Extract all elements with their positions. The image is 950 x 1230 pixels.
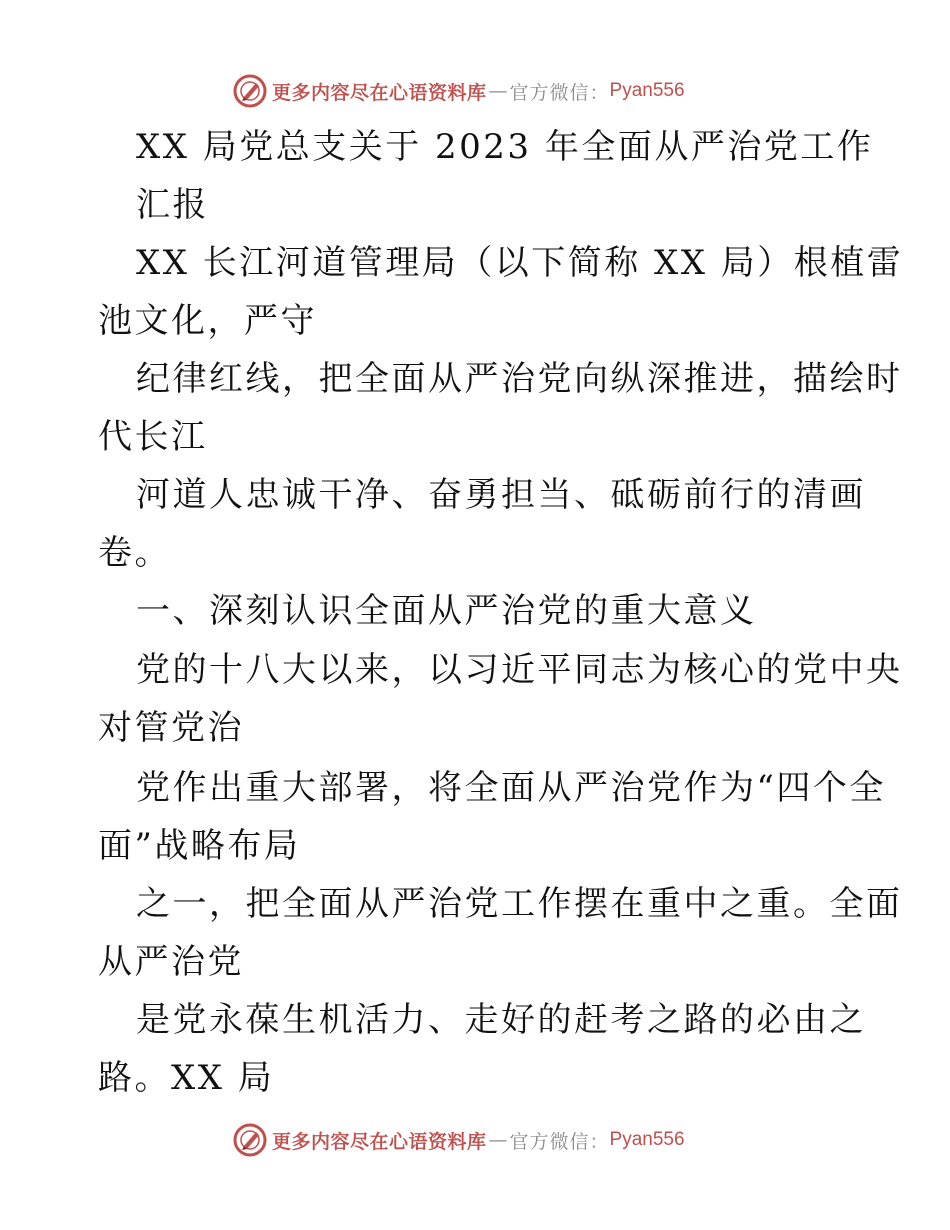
paragraph-line: 卷。 (98, 533, 171, 573)
pen-nib-logo-icon (232, 1122, 268, 1158)
banner-wechat-id: Pyan556 (609, 1129, 685, 1150)
banner-wechat-label: 官方微信： (509, 81, 610, 104)
banner-wechat-label: 官方微信： (509, 1130, 610, 1153)
banner-separator: — (488, 1129, 508, 1151)
paragraph-line: 之一，把全面从严治党工作摆在重中之重。全面 (136, 884, 903, 924)
paragraph-line: 从严治党 (98, 942, 244, 982)
paragraph-line: 路。XX 局 (98, 1058, 275, 1098)
document-title-line-2: 汇报 (136, 185, 209, 225)
pen-nib-logo-icon (232, 73, 268, 109)
banner-brand-text: 更多内容尽在心语资料库 (272, 1130, 487, 1153)
header-banner (232, 71, 685, 111)
paragraph-line: 河道人忠诚干净、奋勇担当、砥砺前行的清画 (136, 475, 866, 515)
paragraph-line: 党作出重大部署，将全面从严治党作为“四个全 (136, 768, 886, 808)
paragraph-line: 是党永葆生机活力、走好的赶考之路的必由之 (136, 1000, 866, 1040)
paragraph-line: 池文化，严守 (98, 301, 317, 341)
section-heading: 一、深刻认识全面从严治党的重大意义 (136, 591, 757, 631)
banner-separator: — (488, 80, 508, 102)
paragraph-line: XX 长江河道管理局（以下简称 XX 局）根植雷 (136, 243, 904, 283)
paragraph-line: 对管党治 (98, 708, 244, 748)
paragraph-line: 代长江 (98, 417, 208, 457)
banner-brand-text: 更多内容尽在心语资料库 (272, 81, 487, 104)
paragraph-line: 党的十八大以来，以习近平同志为核心的党中央 (136, 650, 903, 690)
footer-banner (232, 1120, 685, 1160)
banner-wechat-id: Pyan556 (609, 80, 685, 101)
paragraph-line: 纪律红线，把全面从严治党向纵深推进，描绘时 (136, 359, 903, 399)
document-title-line-1: XX 局党总支关于 2023 年全面从严治党工作 (136, 127, 874, 167)
paragraph-line: 面”战略布局 (98, 826, 301, 866)
